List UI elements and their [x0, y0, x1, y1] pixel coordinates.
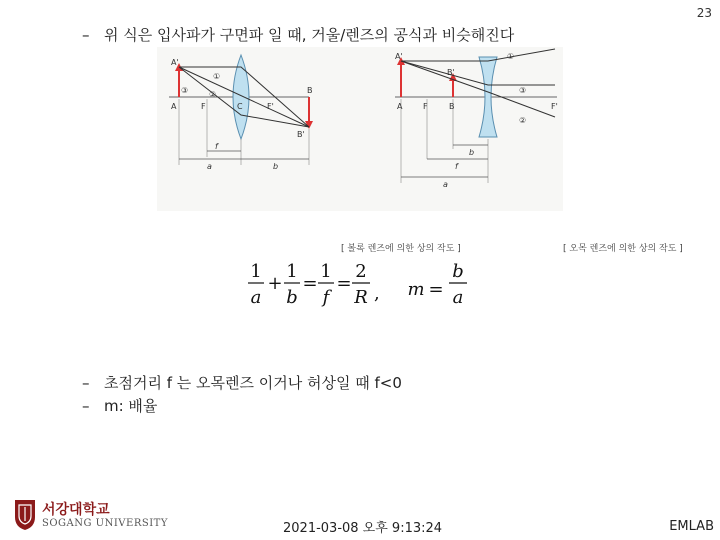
sogang-emblem-icon [12, 497, 38, 531]
label-dist-b: b [273, 162, 279, 171]
eq-denominator-f: f [322, 287, 330, 308]
label-dist-a: a [207, 162, 212, 171]
bullet-item [82, 24, 514, 45]
label-a: A [171, 102, 177, 111]
bullet-text: m: 배율 [104, 397, 158, 415]
label-ray-1: ① [213, 72, 221, 81]
label-a-prime: A' [395, 52, 403, 61]
label-b: B [449, 102, 455, 111]
footer-lab: EMLAB [669, 519, 714, 534]
label-ray-2: ② [519, 116, 527, 125]
eq-denominator-r: R [354, 287, 368, 308]
lens-diagrams [157, 47, 563, 211]
label-f: F [423, 102, 428, 111]
bullet-dash: – [82, 397, 90, 415]
eq-numerator-2: 2 [355, 261, 367, 282]
label-dist-a: a [443, 180, 448, 189]
concave-caption: [ 오목 렌즈에 의한 상의 작도 ] [563, 244, 683, 254]
label-dist-b: b [469, 148, 475, 157]
label-a-prime: A' [171, 58, 179, 67]
bullet-dash: – [82, 374, 90, 392]
label-b-prime: B' [447, 68, 455, 77]
eq-numerator-1: 1 [286, 261, 298, 282]
label-f: F [201, 102, 206, 111]
label-ray-3: ③ [519, 86, 527, 95]
university-subtitle: SOGANG UNIVERSITY [42, 518, 168, 529]
eq-comma: , [374, 283, 380, 304]
label-f-prime: F' [551, 102, 558, 111]
university-name: 서강대학교 [42, 502, 110, 518]
concave-lens-diagram [395, 49, 558, 189]
label-dist-f: f [215, 142, 218, 151]
eq-numerator-b: b [452, 261, 464, 282]
label-ray-3: ③ [181, 86, 189, 95]
bullet-dash: – [82, 26, 90, 44]
bullet-text: 초점거리 f 는 오목렌즈 이거나 허상일 때 f<0 [104, 374, 402, 392]
eq-denominator-a: a [250, 287, 262, 308]
eq-equals: = [302, 273, 318, 294]
eq-plus: + [267, 273, 283, 294]
eq-equals: = [336, 273, 352, 294]
label-f-prime: F' [267, 102, 274, 111]
convex-caption: [ 볼록 렌즈에 의한 상의 작도 ] [341, 244, 461, 254]
label-ray-1: ① [507, 52, 515, 61]
page-number: 23 [696, 6, 712, 20]
lens-diagram-figure [157, 47, 683, 254]
eq-m: m [407, 279, 425, 300]
label-b: B [307, 86, 313, 95]
label-dist-f: f [455, 162, 458, 171]
ray-1 [401, 49, 555, 61]
eq-numerator-1: 1 [320, 261, 332, 282]
label-c: C [237, 102, 243, 111]
eq-numerator-1: 1 [250, 261, 262, 282]
label-a: A [397, 102, 403, 111]
footer-datetime: 2021-03-08 오후 9:13:24 [283, 521, 443, 536]
lens-equation [240, 255, 500, 315]
convex-lens-diagram [169, 55, 313, 171]
label-ray-2: ② [209, 90, 217, 99]
ray-3 [401, 61, 555, 85]
bullet-item [82, 395, 157, 416]
eq-denominator-a: a [452, 287, 464, 308]
eq-denominator-b: b [286, 287, 298, 308]
bullet-text: 위 식은 입사파가 구면파 일 때, 거울/렌즈의 공식과 비슷해진다 [104, 26, 515, 44]
eq-equals: = [428, 279, 444, 300]
bullet-item [82, 372, 402, 393]
label-b-prime: B' [297, 130, 305, 139]
